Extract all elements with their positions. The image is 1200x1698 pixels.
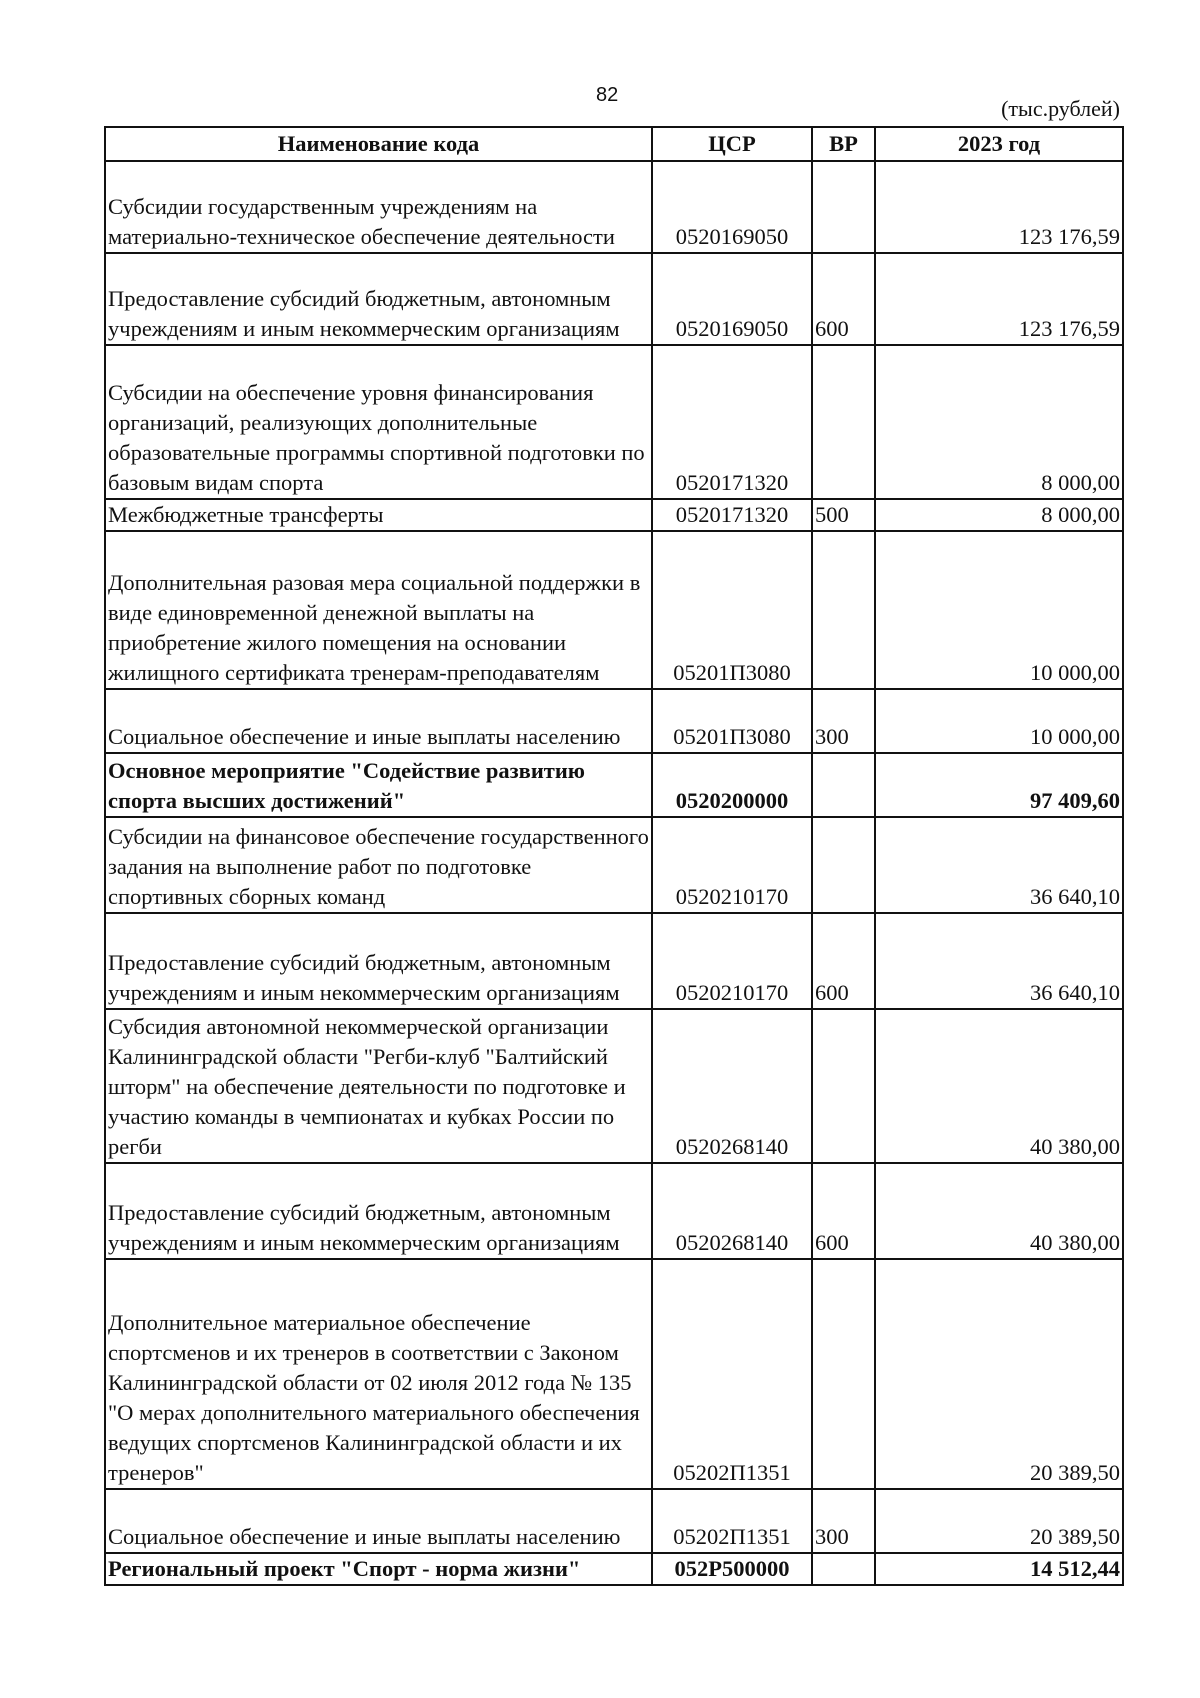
row-csr: 0520169050 (652, 253, 812, 345)
row-vr: 600 (812, 913, 875, 1009)
row-name: Субсидии на финансовое обеспечение государственного задания на выполнение работ по подготовке спортивных сборных команд (105, 817, 652, 913)
table-row (105, 817, 1123, 913)
row-csr: 0520200000 (652, 753, 812, 817)
row-csr: 05201П3080 (652, 689, 812, 753)
row-name: Субсидия автономной некоммерческой организации Калининградской области "Регби-клуб "Балтийский шторм" на обеспечение деятельности по подготовке и участию команды в чемпионатах и кубках России по регби (105, 1009, 652, 1163)
row-amount: 8 000,00 (875, 499, 1123, 531)
row-amount: 8 000,00 (875, 345, 1123, 499)
row-csr: 052P500000 (652, 1553, 812, 1585)
row-amount: 20 389,50 (875, 1259, 1123, 1489)
row-amount: 36 640,10 (875, 913, 1123, 1009)
table-row (105, 1553, 1123, 1585)
row-vr (812, 753, 875, 817)
table-row (105, 753, 1123, 817)
row-csr: 0520171320 (652, 499, 812, 531)
row-vr (812, 161, 875, 253)
row-amount: 14 512,44 (875, 1553, 1123, 1585)
table-row (105, 253, 1123, 345)
row-csr: 05202П1351 (652, 1489, 812, 1553)
table-row (105, 1259, 1123, 1489)
table-row (105, 689, 1123, 753)
row-amount: 97 409,60 (875, 753, 1123, 817)
table-header-row (105, 127, 1123, 161)
header-name: Наименование кода (105, 127, 652, 161)
budget-table (104, 126, 1124, 1586)
row-amount: 10 000,00 (875, 531, 1123, 689)
row-vr: 600 (812, 1163, 875, 1259)
row-name: Предоставление субсидий бюджетным, автономным учреждениям и иным некоммерческим организациям (105, 913, 652, 1009)
row-csr: 0520268140 (652, 1163, 812, 1259)
row-vr: 300 (812, 689, 875, 753)
table-row (105, 345, 1123, 499)
row-vr: 500 (812, 499, 875, 531)
row-name: Дополнительная разовая мера социальной поддержки в виде единовременной денежной выплаты на приобретение жилого помещения на основании жилищного сертификата тренерам-преподавателям (105, 531, 652, 689)
table-row (105, 161, 1123, 253)
table-row (105, 913, 1123, 1009)
row-csr: 0520210170 (652, 913, 812, 1009)
header-csr: ЦСР (652, 127, 812, 161)
row-vr: 300 (812, 1489, 875, 1553)
header-year: 2023 год (875, 127, 1123, 161)
row-amount: 20 389,50 (875, 1489, 1123, 1553)
row-vr: 600 (812, 253, 875, 345)
row-name: Предоставление субсидий бюджетным, автономным учреждениям и иным некоммерческим организациям (105, 1163, 652, 1259)
page-number: 82 (596, 84, 619, 106)
row-vr (812, 1553, 875, 1585)
row-vr (812, 1009, 875, 1163)
row-csr: 05202П1351 (652, 1259, 812, 1489)
row-name: Региональный проект "Спорт - норма жизни" (105, 1553, 652, 1585)
table-row (105, 499, 1123, 531)
row-vr (812, 531, 875, 689)
row-name: Субсидии на обеспечение уровня финансирования организаций, реализующих дополнительные образовательные программы спортивной подготовки по базовым видам спорта (105, 345, 652, 499)
row-vr (812, 1259, 875, 1489)
row-name: Предоставление субсидий бюджетным, автономным учреждениям и иным некоммерческим организациям (105, 253, 652, 345)
row-amount: 10 000,00 (875, 689, 1123, 753)
row-csr: 0520171320 (652, 345, 812, 499)
row-csr: 0520169050 (652, 161, 812, 253)
row-name: Межбюджетные трансферты (105, 499, 652, 531)
row-amount: 40 380,00 (875, 1163, 1123, 1259)
table-row (105, 1489, 1123, 1553)
row-amount: 123 176,59 (875, 161, 1123, 253)
row-name: Социальное обеспечение и иные выплаты населению (105, 689, 652, 753)
table-row (105, 1009, 1123, 1163)
row-name: Основное мероприятие "Содействие развитию спорта высших достижений" (105, 753, 652, 817)
table-row (105, 1163, 1123, 1259)
row-name: Дополнительное материальное обеспечение спортсменов и их тренеров в соответствии с Законом Калининградской области от 02 июля 2012 года № 135 "О мерах дополнительного материального обеспечения ведущих спортсменов Калининградской области и их тренеров" (105, 1259, 652, 1489)
row-amount: 40 380,00 (875, 1009, 1123, 1163)
row-amount: 36 640,10 (875, 817, 1123, 913)
row-amount: 123 176,59 (875, 253, 1123, 345)
units-label: (тыс.рублей) (1001, 96, 1120, 121)
header-vr: ВР (812, 127, 875, 161)
row-name: Социальное обеспечение и иные выплаты населению (105, 1489, 652, 1553)
row-vr (812, 345, 875, 499)
row-csr: 0520210170 (652, 817, 812, 913)
row-name: Субсидии государственным учреждениям на материально-техническое обеспечение деятельности (105, 161, 652, 253)
row-csr: 0520268140 (652, 1009, 812, 1163)
row-vr (812, 817, 875, 913)
table-row (105, 531, 1123, 689)
row-csr: 05201П3080 (652, 531, 812, 689)
